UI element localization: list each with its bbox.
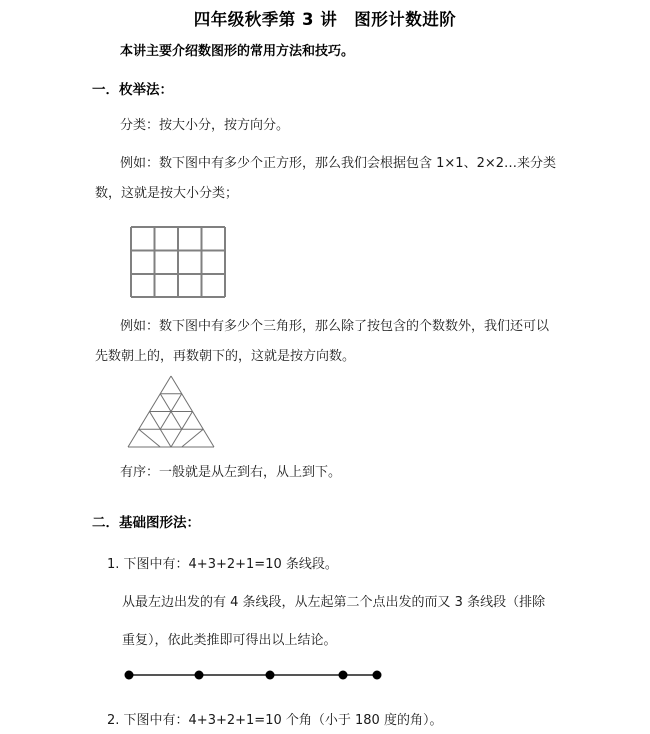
segment-point [373, 671, 382, 680]
section2-item-2-label: 2. 下图中有：4+3+2+1=10 个角（小于 180 度的角）。 [107, 713, 443, 728]
section1-paragraph-4: 例如：数下图中有多少个三角形，那么除了按包含的个数数外，我们还可以 [120, 319, 550, 334]
segment-point [125, 671, 134, 680]
square-grid-svg [130, 226, 230, 301]
triangle-grid-svg [126, 373, 222, 451]
section2-item-1-body-line-1: 从最左边出发的有 4 条线段，从左起第二个点出发的而又 3 条线段（排除 [122, 595, 546, 610]
segment-point [266, 671, 275, 680]
square-grid-lines [131, 227, 225, 297]
triangle-grid-lines [128, 376, 214, 447]
section2-item-1-label: 1. 下图中有：4+3+2+1=10 条线段。 [107, 557, 338, 572]
section1-paragraph-6: 有序：一般就是从左到右，从上到下。 [120, 465, 342, 480]
section1-paragraph-1: 分类：按大小分，按方向分。 [120, 118, 290, 133]
figure-triangle-grid [0, 373, 650, 451]
section1-paragraph-2: 例如：数下图中有多少个正方形，那么我们会根据包含 1×1、2×2…来分类 [120, 156, 557, 171]
figure-segment-line [0, 665, 650, 685]
segment-point [195, 671, 204, 680]
segment-line-svg [124, 665, 394, 685]
segment-point [339, 671, 348, 680]
section-heading-2: 二．基础图形法： [92, 515, 200, 531]
section2-item-1-body-line-2: 重复），依此类推即可得出以上结论。 [122, 633, 337, 648]
figure-square-grid [0, 226, 650, 301]
section1-paragraph-5: 先数朝上的，再数朝下的，这就是按方向数。 [95, 349, 356, 364]
document-lede: 本讲主要介绍数图形的常用方法和技巧。 [120, 44, 355, 59]
page-title: 四年级秋季第 3 讲 图形计数进阶 [193, 10, 457, 29]
section1-paragraph-3: 数，这就是按大小分类； [95, 186, 239, 201]
section-heading-1: 一．枚举法： [92, 82, 173, 98]
